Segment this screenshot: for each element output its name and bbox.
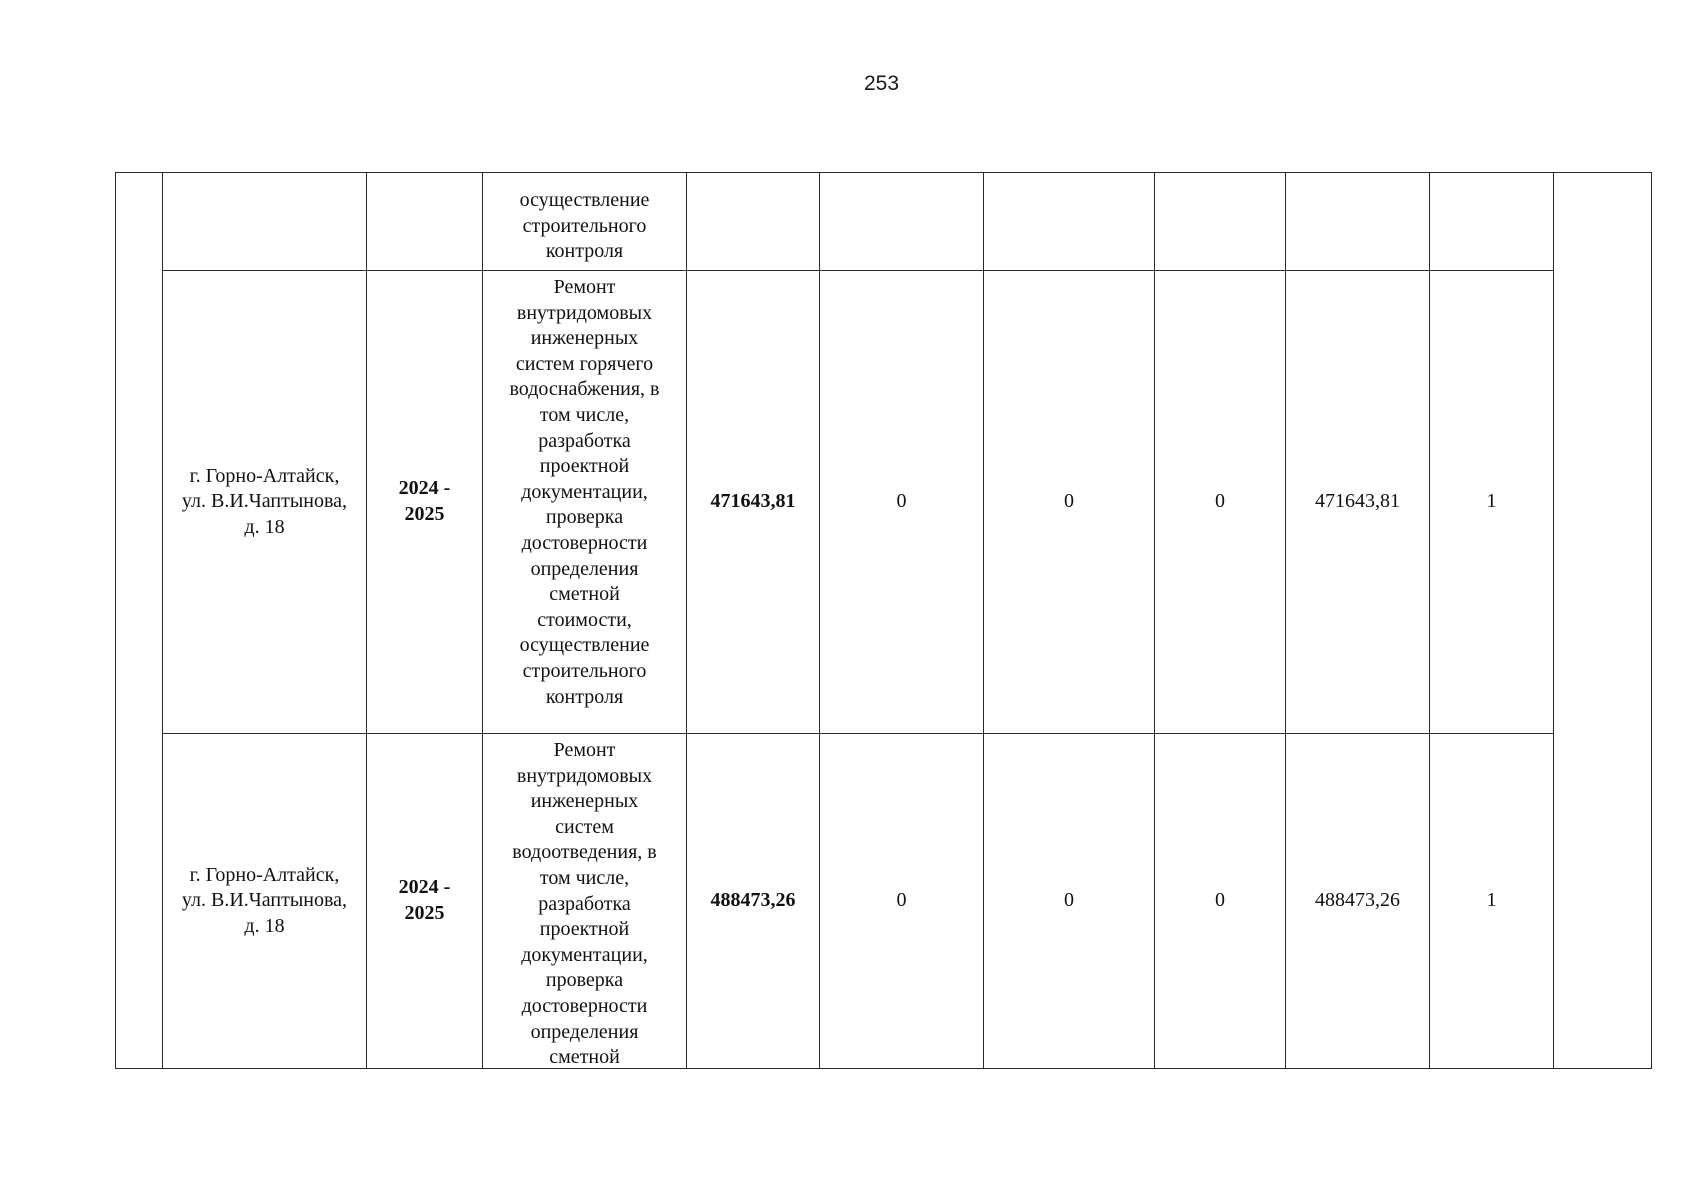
value-cell: 0 [896, 490, 907, 513]
address-cell: г. Горно-Алтайск, ул. В.И.Чаптынова, д. 18 [181, 464, 348, 538]
value-cell: 0 [896, 889, 907, 912]
value-cell: 0 [1064, 889, 1074, 912]
work-description-cell: Ремонт внутридомовых инженерных систем водоотведения, в том числе, разработка проектной документации, проверка достоверности определения сметной [512, 739, 657, 1068]
value-cell: 1 [1486, 889, 1497, 912]
value-cell: 0 [1064, 490, 1074, 513]
value-cell: 488473,26 [1315, 889, 1400, 912]
total-cost-cell: 471643,81 [710, 490, 796, 513]
page-number: 253 [863, 72, 900, 95]
value-cell: 0 [1215, 889, 1225, 912]
value-cell: 471643,81 [1315, 490, 1400, 513]
period-cell: 2024 - 2025 [398, 477, 451, 525]
value-cell: 0 [1215, 490, 1225, 513]
period-cell: 2024 - 2025 [398, 876, 451, 924]
work-description-cell: Ремонт внутридомовых инженерных систем горячего водоснабжения, в том числе, разработка проектной документации, проверка достоверности определения сметной стоимости, осуществление строительного контроля [509, 276, 660, 708]
table-bottom-border [115, 1068, 1651, 1069]
value-cell: 1 [1486, 490, 1497, 513]
table-top-border [115, 172, 1651, 173]
table-left-border [115, 172, 116, 1069]
table-right-border [1651, 172, 1652, 1069]
total-cost-cell: 488473,26 [710, 889, 796, 912]
work-description-continued: осуществление строительного контроля [519, 189, 650, 263]
column-divider [1553, 172, 1554, 1069]
address-cell: г. Горно-Алтайск, ул. В.И.Чаптынова, д. 18 [181, 863, 348, 937]
